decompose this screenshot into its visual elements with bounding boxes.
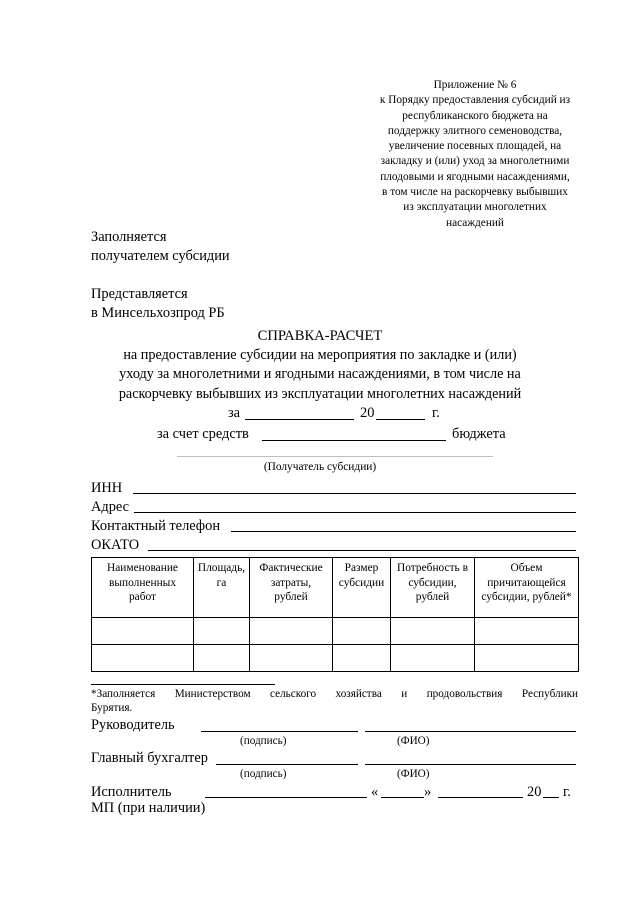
head-name-input[interactable]	[365, 731, 576, 732]
appendix-line: увеличение посевных площадей, на	[388, 140, 562, 153]
footnote-line-1: *Заполняется Министерством сельского хозяйства и продовольствия Республики	[91, 688, 578, 700]
okato-label: ОКАТО	[91, 537, 140, 553]
phone-input[interactable]	[231, 531, 576, 532]
head-signature-caption: (подпись)	[240, 735, 287, 747]
table-cell[interactable]	[194, 618, 250, 645]
inn-label: ИНН	[91, 480, 123, 496]
accountant-name-input[interactable]	[365, 764, 576, 765]
table-cell[interactable]	[250, 618, 333, 645]
document-title: СПРАВКА-РАСЧЕТ	[257, 328, 383, 344]
quote-open: «	[371, 784, 379, 800]
table-cell[interactable]	[391, 618, 475, 645]
quote-close: »	[424, 784, 432, 800]
table-row	[92, 645, 579, 672]
table-row	[92, 618, 579, 645]
header-subsidy-size: Размер субсидии	[333, 558, 391, 618]
table-cell[interactable]	[92, 645, 194, 672]
table-header-row	[92, 558, 579, 618]
subsidy-table	[91, 557, 579, 672]
appendix-line: из эксплуатации многолетних	[403, 201, 547, 214]
funds-suffix: бюджета	[452, 426, 506, 442]
executor-day-input[interactable]	[381, 797, 424, 798]
executor-label: Исполнитель	[91, 784, 172, 800]
accountant-signature-caption: (подпись)	[240, 768, 287, 780]
recipient-caption: (Получатель субсидии)	[263, 461, 377, 473]
subtitle-line-1: на предоставление субсидии на мероприятия по закладке и (или)	[123, 347, 517, 363]
funds-prefix: за счет средств	[157, 426, 249, 442]
filled-by-line: получателем субсидии	[91, 248, 230, 264]
header-subsidy-need: Потребность в субсидии, рублей	[391, 558, 475, 618]
head-name-caption: (ФИО)	[397, 735, 430, 747]
table-cell[interactable]	[475, 618, 579, 645]
submitted-to-line: в Минсельхозпрод РБ	[91, 305, 225, 321]
address-input[interactable]	[134, 512, 576, 513]
appendix-line: к Порядку предоставления субсидий из	[379, 94, 571, 107]
appendix-line: республиканского бюджета на	[402, 109, 548, 122]
submitted-to-label	[91, 285, 225, 323]
address-label: Адрес	[91, 499, 130, 515]
period-year-prefix: 20	[360, 405, 375, 421]
filled-by-label	[91, 228, 230, 266]
head-signature-input[interactable]	[201, 731, 358, 732]
appendix-line: поддержку элитного семеноводства,	[387, 124, 563, 137]
stamp-label: МП (при наличии)	[91, 800, 206, 816]
appendix-line: плодовыми и ягодными насаждениями,	[380, 170, 570, 183]
accountant-label: Главный бухгалтер	[91, 750, 208, 766]
appendix-line: в том числе на раскорчевку выбывших	[382, 186, 568, 199]
executor-year-input[interactable]	[543, 797, 559, 798]
recipient-input[interactable]	[177, 456, 493, 457]
period-year-input[interactable]	[376, 419, 425, 420]
executor-input[interactable]	[205, 797, 367, 798]
subtitle-line-3: раскорчевку выбывших из эксплуатации многолетних насаждений	[118, 386, 522, 402]
table-cell[interactable]	[475, 645, 579, 672]
submitted-to-line: Представляется	[91, 286, 188, 302]
executor-year-suffix: г.	[563, 784, 571, 800]
appendix-note	[345, 78, 605, 231]
accountant-signature-input[interactable]	[216, 764, 358, 765]
phone-label: Контактный телефон	[91, 518, 221, 534]
header-subsidy-due: Объем причитающейся субсидии, рублей*	[475, 558, 579, 618]
appendix-line: насаждений	[446, 216, 504, 229]
footnote-separator	[91, 684, 275, 685]
appendix-line: Приложение № 6	[433, 79, 517, 91]
head-label: Руководитель	[91, 717, 175, 733]
subtitle-line-2: уходу за многолетними и ягодными насаждениями, в том числе на	[119, 366, 521, 382]
table-cell[interactable]	[391, 645, 475, 672]
appendix-line: закладку и (или) уход за многолетними	[380, 155, 570, 168]
period-year-suffix: г.	[432, 405, 440, 421]
executor-year-prefix: 20	[527, 784, 542, 800]
accountant-name-caption: (ФИО)	[397, 768, 430, 780]
header-actual-costs: Фактические затраты, рублей	[250, 558, 333, 618]
table-cell[interactable]	[92, 618, 194, 645]
table-cell[interactable]	[250, 645, 333, 672]
header-area: Площадь, га	[194, 558, 250, 618]
funds-input[interactable]	[262, 440, 446, 441]
filled-by-line: Заполняется	[91, 229, 167, 245]
inn-input[interactable]	[133, 493, 576, 494]
period-prefix: за	[228, 405, 241, 421]
okato-input[interactable]	[148, 550, 576, 551]
executor-month-input[interactable]	[438, 797, 523, 798]
footnote-line-2: Бурятия.	[91, 702, 133, 714]
table-cell[interactable]	[333, 645, 391, 672]
header-work-name: Наименование выполненных работ	[92, 558, 194, 618]
table-cell[interactable]	[333, 618, 391, 645]
period-input[interactable]	[245, 419, 354, 420]
table-cell[interactable]	[194, 645, 250, 672]
